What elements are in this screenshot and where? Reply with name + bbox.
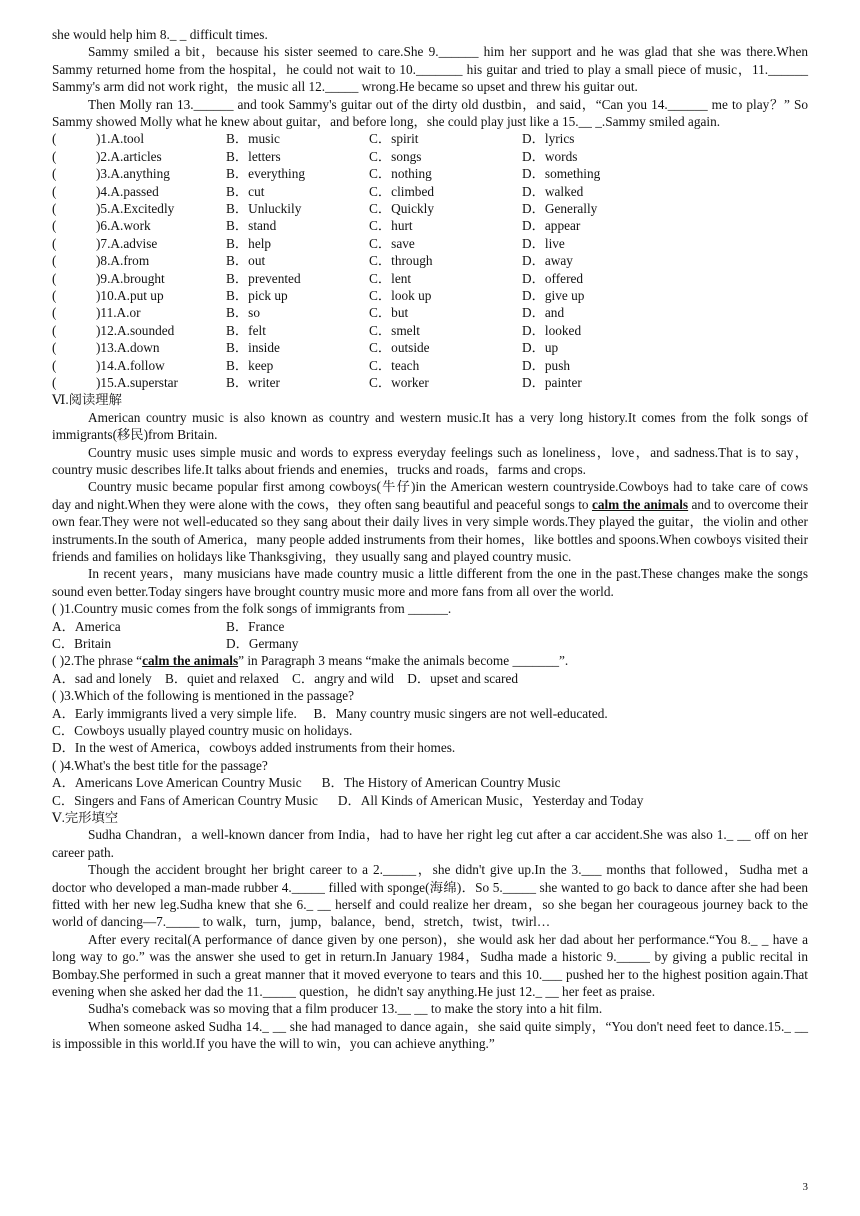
cloze1-question-option-c: C．nothing <box>369 166 432 182</box>
cloze1-question-answer-paren: ( <box>52 201 57 216</box>
cloze1-question-option-d: D．Generally <box>522 201 598 216</box>
cloze1-question-option-a: )13.A.down <box>96 340 160 356</box>
reading-q4-options-row1 <box>52 774 808 791</box>
cloze1-question-option-d: D．give up <box>522 287 585 303</box>
cloze1-line-top: she would help him 8._ _ difficult times. <box>52 27 268 42</box>
cloze1-question-option-d: D．something <box>522 166 601 182</box>
cloze1-question-option-c: C．lent <box>369 270 412 286</box>
reading-p3-phrase: calm the animals <box>591 496 689 512</box>
reading-q2-end: ”. <box>559 653 569 669</box>
cloze1-question-answer-paren: ( <box>52 235 57 251</box>
reading-q2-phrase: calm the animals <box>142 653 239 669</box>
reading-q4-d: D．All Kinds of American Music，Yesterday and Today <box>337 792 644 808</box>
cloze1-paragraph-1: Sammy smiled a bit，because his sister seemed to care.She 9.______ him her support and he was glad that she was there.When Sammy returned home from the hospital，he could not wait to 10._______ his guitar and tried to play a small piece of music，11.______ Sammy's arm did not work right，the music all 12._____ wrong.He became so upset and threw his guitar out. <box>52 44 808 95</box>
reading-q1-option-c: C．Britain <box>52 635 112 651</box>
cloze1-question-option-d: D．away <box>522 253 573 269</box>
cloze1-question-option-a: )2.A.articles <box>96 148 162 164</box>
cloze1-question-option-d: D．live <box>522 235 565 251</box>
cloze1-question-option-b: B．everything <box>226 166 306 182</box>
cloze1-question-row <box>52 357 808 374</box>
reading-paragraph-4: In recent years，many musicians have made country music a little different from the one in the past.These changes make the songs sound even better.Today singers have brought country music more and more fans from all over the world. <box>52 566 808 599</box>
cloze1-question-option-a: )12.A.sounded <box>96 322 175 338</box>
reading-q2-blank: _____ <box>525 653 559 669</box>
cloze1-question-answer-paren: ( <box>52 183 57 199</box>
cloze1-question-option-c: C．hurt <box>369 218 413 234</box>
cloze1-question-row <box>52 270 808 287</box>
cloze1-question-option-a: )4.A.passed <box>96 183 159 199</box>
cloze1-question-option-b: B．prevented <box>226 270 301 286</box>
cloze1-question-option-b: B．pick up <box>226 287 288 303</box>
cloze1-question-answer-paren: ( <box>52 322 57 338</box>
cloze1-question-option-c: C．smelt <box>369 322 420 338</box>
cloze1-question-option-a: )9.A.brought <box>96 270 165 286</box>
cloze1-question-option-c: C．outside <box>369 340 430 356</box>
cloze1-question-option-c: C．but <box>369 305 409 321</box>
cloze2-paragraph-3: After every recital(A performance of dance given by one person)，she would ask her dad about her performance.“You 8._ _ have a long way to go.” was the answer she used to get in return.In January 1984，Sudha made a historic 9._____ by giving a public recital in Bombay.She performed in such a great manner that it moved everyone to tears and this 10.___ pushed her to the highest position again.That evening when she asked her dad the 11._____ question，he didn't say anything.He just 12._ __ her feet as praise. <box>52 931 808 1000</box>
cloze1-question-option-c: C．worker <box>369 374 429 390</box>
reading-q2-after: ” in Paragraph 3 means “make the animals become __ <box>238 653 526 669</box>
cloze1-question-option-b: B．writer <box>226 374 280 390</box>
cloze1-question-option-a: )6.A.work <box>96 218 151 234</box>
cloze2-heading: Ⅴ.完形填空 <box>52 810 119 826</box>
cloze1-question-option-a: )5.A.Excitedly <box>96 201 175 216</box>
cloze1-question-row <box>52 217 808 234</box>
cloze1-question-answer-paren: ( <box>52 218 57 234</box>
cloze1-question-option-d: D．push <box>522 357 571 373</box>
cloze1-question-option-b: B．keep <box>226 357 274 373</box>
cloze1-question-row <box>52 165 808 182</box>
reading-q3-b: B．Many country music singers are not well-educated. <box>313 705 608 721</box>
cloze1-question-option-c: C．climbed <box>369 183 434 199</box>
cloze1-question-option-a: )10.A.put up <box>96 287 164 303</box>
reading-q2 <box>52 652 808 669</box>
cloze1-question-option-d: D．walked <box>522 183 584 199</box>
cloze1-question-row <box>52 287 808 304</box>
cloze1-question-option-b: B．inside <box>226 340 280 356</box>
reading-q1-option-b: B．France <box>226 618 285 634</box>
cloze1-question-option-c: C．through <box>369 253 433 269</box>
reading-q4-a: A．Americans Love American Country Music <box>52 775 302 791</box>
reading-q4: ( )4.What's the best title for the passage? <box>52 757 268 773</box>
cloze1-question-answer-paren: ( <box>52 357 57 373</box>
cloze1-question-option-d: D．offered <box>522 270 584 286</box>
cloze1-question-answer-paren: ( <box>52 131 57 147</box>
cloze1-question-answer-paren: ( <box>52 253 57 269</box>
cloze1-question-answer-paren: ( <box>52 166 57 182</box>
reading-paragraph-1: American country music is also known as country and western music.It has a very long history.It comes from the folk songs of immigrants(移民)from Britain. <box>52 409 808 443</box>
cloze1-question-option-b: B．cut <box>226 183 265 199</box>
cloze1-question-option-a: )3.A.anything <box>96 166 170 182</box>
reading-heading: Ⅵ.阅读理解 <box>52 392 122 408</box>
cloze1-question-answer-paren: ( <box>52 305 57 321</box>
cloze1-question-answer-paren: ( <box>52 148 57 164</box>
page-number: 3 <box>802 1180 808 1193</box>
cloze1-question-answer-paren: ( <box>52 270 57 286</box>
cloze1-question-option-c: C．teach <box>369 357 420 373</box>
cloze1-question-option-c: C．save <box>369 235 415 251</box>
cloze1-question-option-d: D．painter <box>522 374 582 390</box>
reading-q1-option-d: D．Germany <box>226 635 299 651</box>
reading-q2-options: A．sad and lonely B．quiet and relaxed C．angry and wild D．upset and scared <box>52 670 519 686</box>
reading-q3-option-d: D．In the west of America，cowboys added instruments from their homes. <box>52 740 456 756</box>
cloze2-paragraph-5: When someone asked Sudha 14._ __ she had managed to dance again，she said quite simply，“You don't need feet to dance.15._ __ is impossible in this world.If you have the will to win，you can achieve anything.” <box>52 1018 808 1052</box>
cloze1-question-option-b: B．help <box>226 235 272 251</box>
cloze1-question-row <box>52 183 808 200</box>
reading-paragraph-2: Country music uses simple music and words to express everyday feelings such as loneliness，love，and sadness.That is to say，country music describes life.It talks about friends and enemies，trucks and roads，farms and crops. <box>52 444 808 477</box>
cloze1-question-answer-paren: ( <box>52 340 57 356</box>
cloze1-question-row <box>52 374 808 391</box>
cloze1-question-list <box>52 130 808 391</box>
cloze1-question-option-b: B．letters <box>226 148 281 164</box>
reading-q4-options-row2 <box>52 792 808 809</box>
reading-q3: ( )3.Which of the following is mentioned in the passage? <box>52 688 355 704</box>
reading-p3-before: Country music became popular first among cowboys(牛仔)in the American western countryside.Cowboys had to take care of cows day and night.When they were alone with the cows，they often sang beautiful and peaceful songs to <box>52 479 808 512</box>
reading-q4-b: B．The History of American Country Music <box>321 775 561 791</box>
reading-q3-option-c: C．Cowboys usually played country music on holidays. <box>52 722 353 738</box>
reading-q1-options-row1 <box>52 618 808 635</box>
cloze1-question-option-c: C．spirit <box>369 131 419 147</box>
cloze1-question-option-d: D．and <box>522 305 565 321</box>
cloze2-paragraph-2: Though the accident brought her bright career to a 2._____，she didn't give up.In the 3.___ months that followed，Sudha met a doctor who developed a man-made rubber 4._____ filled with sponge(海绵)．So 5._____ she wanted to go back to dance after she had been fitted with her new leg.Sudha knew that she 6._ __ herself and could realize her dream，so she began her courageous journey back to the world of dancing—7._____ to walk，turn，jump，balance，bend，stretch，twist，twirl… <box>52 862 808 930</box>
cloze2-paragraph-1: Sudha Chandran，a well-known dancer from India，had to have her right leg cut after a car accident.She was also 1._ __ off on her career path. <box>52 827 808 860</box>
cloze1-question-option-b: B．out <box>226 253 266 269</box>
cloze1-question-option-a: )8.A.from <box>96 253 150 269</box>
reading-p3-after: and to overcome their own fear.They were not well-educated so they sang about their daily lives in very simple words.They played the guitar，the violin and other instruments.In the south of America，many people added instruments from their homes，like bottles and spoons.When cowboys visited their friends and families on holidays like Thanksgiving，they usually sang and played country music. <box>52 496 809 564</box>
reading-q3-a: A．Early immigrants lived a very simple life. <box>52 705 297 721</box>
cloze1-question-row <box>52 200 808 217</box>
cloze1-question-answer-paren: ( <box>52 374 57 390</box>
reading-q1-option-a: A．America <box>52 618 121 634</box>
cloze1-question-option-a: )7.A.advise <box>96 235 158 251</box>
cloze2-paragraph-4: Sudha's comeback was so moving that a film producer 13.__ __ to make the story into a hit film. <box>88 1001 603 1017</box>
cloze1-question-row <box>52 252 808 269</box>
cloze1-question-option-d: D．lyrics <box>522 131 575 147</box>
cloze1-question-option-d: D．up <box>522 340 559 356</box>
cloze1-question-option-c: C．Quickly <box>369 201 435 216</box>
cloze1-paragraph-2: Then Molly ran 13.______ and took Sammy's guitar out of the dirty old dustbin，and said，“Can you 14.______ me to play？” So Sammy showed Molly what he knew about guitar，and before long，she could play just like a 15.__ _.Sammy smiled again. <box>52 96 808 130</box>
cloze1-question-option-a: )14.A.follow <box>96 357 165 373</box>
reading-q1: ( )1.Country music comes from the folk songs of immigrants from ______. <box>52 601 452 617</box>
cloze1-question-option-d: D．appear <box>522 218 581 234</box>
cloze1-question-row <box>52 304 808 321</box>
reading-q3-option-a <box>52 705 808 722</box>
cloze1-question-row <box>52 339 808 356</box>
reading-q1-options-row2 <box>52 635 808 652</box>
reading-paragraph-3 <box>52 478 808 565</box>
cloze1-question-option-b: B．music <box>226 131 280 147</box>
cloze1-question-option-a: )1.A.tool <box>96 131 145 147</box>
cloze1-question-option-d: D．words <box>522 148 578 164</box>
cloze1-question-option-b: B．felt <box>226 322 266 338</box>
reading-q4-c: C．Singers and Fans of American Country Music <box>52 792 318 808</box>
cloze1-question-option-b: B．so <box>226 305 260 321</box>
cloze1-question-option-a: )11.A.or <box>96 305 141 321</box>
cloze1-question-option-d: D．looked <box>522 322 582 338</box>
cloze1-question-row <box>52 148 808 165</box>
cloze1-question-row <box>52 130 808 147</box>
cloze1-question-option-a: )15.A.superstar <box>96 374 178 390</box>
cloze1-question-option-c: C．look up <box>369 287 432 303</box>
cloze1-question-row <box>52 235 808 252</box>
cloze1-question-option-b: B．Unluckily <box>226 201 302 216</box>
reading-q2-before: ( )2.The phrase “ <box>52 653 143 669</box>
cloze1-question-answer-paren: ( <box>52 287 57 303</box>
cloze1-question-row <box>52 322 808 339</box>
cloze1-question-option-b: B．stand <box>226 218 277 234</box>
cloze1-question-option-c: C．songs <box>369 148 422 164</box>
